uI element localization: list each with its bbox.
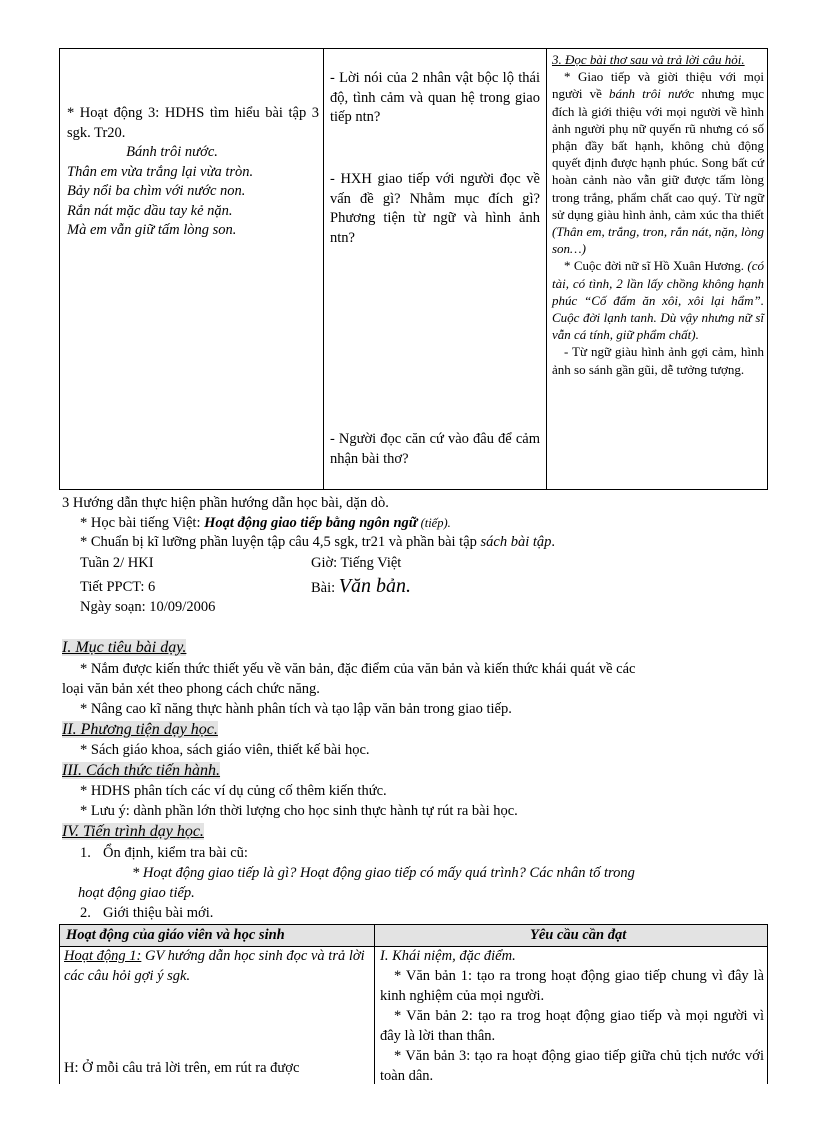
requirements-cell (380, 946, 764, 1086)
activity-1-text: GV hướng dẫn học sinh đọc và trả lời các câu hỏi gợi ý sgk. (64, 948, 365, 984)
poem-line-3: Rắn nát mặc dầu tay kẻ nặn. (67, 202, 233, 219)
review-question: * Hoạt động giao tiếp là gì? Hoạt động giao tiếp có mấy quá trình? Các nhân tố trong (132, 865, 635, 881)
table-divider (374, 925, 375, 1084)
date-info: Ngày soạn: 10/09/2006 (80, 599, 216, 615)
lesson-table (59, 924, 768, 1084)
table-divider (546, 49, 547, 489)
section-4-list-item-2: Giới thiệu bài mới. (103, 905, 214, 921)
answer-paragraph-1 (552, 68, 764, 257)
question-2: - HXH giao tiếp với người đọc về vấn đề gì? Nhằm mục đích gì? Phương tiện từ ngữ và hình ảnh ntn? (330, 171, 540, 246)
answer-italic: (Thân em, trắng, tron, rắn nát, nặn, lòng son…) (552, 224, 764, 257)
lesson-info (311, 574, 411, 600)
answer-cell (552, 51, 764, 378)
answer-text: nhưng mục đích là giới thiệu với mọi người về hình ảnh người phụ nữ quyến rũ nhưng có số phận đầy bất hạnh, không chủ động quyết định được hạnh phúc. Song bất cứ hoàn cảnh nào vẫn giữ được tấm lòng trong trắng, phẩm chất cao quý. Từ ngữ sử dụng giàu hình ảnh, cảm xúc tha thiết (552, 86, 764, 222)
section-1-item-1-cont: loại văn bản xét theo phong cách chức năng. (62, 681, 320, 697)
header-requirement: Yêu cầu cần đạt (530, 927, 627, 943)
answer-italic: bánh trôi nước (609, 86, 695, 102)
section-title: III. Cách thức tiến hành. (62, 762, 221, 779)
section-3-item-1: * HDHS phân tích các ví dụ củng cố thêm kiến thức. (80, 783, 387, 799)
header-activity: Hoạt động của giáo viên và học sinh (66, 927, 285, 943)
section-1-item-1: * Nắm được kiến thức thiết yếu về văn bản, đặc điểm của văn bản và kiến thức khái quát về các (80, 661, 636, 677)
guidance-text: (tiếp). (417, 516, 451, 530)
activity-table (59, 48, 768, 490)
section-4-list-num-2: 2. (80, 905, 91, 921)
poem-line-1: Thân em vừa trắng lại vừa tròn. (67, 163, 254, 180)
section-3-heading (62, 761, 220, 780)
guidance-text: . (551, 534, 556, 550)
answer-paragraph-2 (552, 257, 764, 343)
section-2-item-1: * Sách giáo khoa, sách giáo viên, thiết kế bài học. (80, 742, 370, 758)
lesson-label: Bài: (311, 580, 339, 596)
section-4-heading (62, 822, 204, 841)
week-info: Tuần 2/ HKI (80, 555, 154, 571)
guidance-text: * Chuẩn bị kĩ lưỡng phần luyện tập câu 4,5 sgk, tr21 và phần bài tập (80, 534, 481, 550)
activity-3-cell (67, 104, 319, 241)
table-divider (323, 49, 324, 489)
guidance-item-2 (80, 533, 555, 552)
requirement-3: * Văn bản 3: tạo ra hoạt động giao tiếp giữa chủ tịch nước với toàn dân. (380, 1048, 764, 1084)
answer-italic: (có tài, có tình, 2 lần lấy chồng không hạnh phúc “Cố đấm ăn xôi, xôi lại hẩm”. Cuộc đời lạnh tanh. Dù vậy nhưng nữ sĩ vẫn cá tính, giữ phẩm chất). (552, 258, 764, 343)
activity-3-text: * Hoạt động 3: HDHS tìm hiểu bài tập 3 sgk. Tr20. (67, 105, 319, 141)
answer-heading: 3. Đọc bài thơ sau và trả lời câu hỏi. (552, 52, 745, 67)
section-title: II. Phương tiện dạy học. (62, 721, 218, 738)
section-title: I. Mục tiêu bài dạy. (62, 639, 187, 656)
section-1-item-2: * Nâng cao kĩ năng thực hành phân tích và tạo lập văn bản trong giao tiếp. (80, 701, 512, 717)
guidance-item-1 (80, 514, 451, 533)
section-4-list-item-1: Ổn định, kiểm tra bài cũ: (103, 845, 248, 861)
section-3-item-2: * Lưu ý: dành phần lớn thời lượng cho học sinh thực hành tự rút ra bài học. (80, 803, 518, 819)
period-info: Tiết PPCT: 6 (80, 579, 156, 595)
activity-1-cell (64, 946, 370, 986)
requirement-2: * Văn bản 2: tạo ra trog hoạt động giao tiếp và mọi người vì đây là lời than thân. (380, 1008, 764, 1044)
poem-line-4: Mà em vẫn giữ tấm lòng son. (67, 222, 237, 238)
lesson-title: Văn bản. (338, 575, 412, 597)
requirements-title: I. Khái niệm, đặc điểm. (380, 948, 516, 964)
review-question-cont: hoạt động giao tiếp. (78, 885, 195, 901)
guidance-italic: sách bài tập (480, 534, 552, 550)
requirement-1: * Văn bản 1: tạo ra trong hoạt động giao tiếp chung vì đây là kinh nghiệm của mọi người. (380, 968, 764, 1004)
activity-1-question: H: Ở mỗi câu trả lời trên, em rút ra được (64, 1060, 300, 1076)
guidance-heading: 3 Hướng dẫn thực hiện phần hướng dẫn học bài, dặn dò. (62, 495, 389, 511)
poem-line-2: Bảy nổi ba chìm với nước non. (67, 183, 246, 199)
answer-text: * Giao tiếp và giời thiệu với mọi người về (552, 69, 764, 102)
section-2-heading (62, 720, 218, 739)
activity-1-label: Hoạt động 1: (64, 948, 142, 964)
question-3: - Người đọc căn cứ vào đâu để cảm nhận bài thơ? (330, 431, 540, 467)
section-title: IV. Tiến trình dạy học. (62, 823, 204, 840)
section-4-list-num-1: 1. (80, 845, 91, 861)
question-1: - Lời nói của 2 nhân vật bộc lộ thái độ, tình cảm và quan hệ trong giao tiếp ntn? (330, 70, 540, 125)
guidance-lesson: Hoạt động giao tiếp bằng ngôn ngữ (204, 515, 418, 531)
hour-info: Giờ: Tiếng Việt (311, 555, 402, 571)
poem-title: Bánh trôi nước. (126, 144, 218, 160)
guidance-text: * Học bài tiếng Việt: (80, 515, 205, 531)
answer-text: * Cuộc đời nữ sĩ Hồ Xuân Hương. (564, 258, 748, 274)
section-1-heading (62, 638, 186, 657)
answer-paragraph-3: - Từ ngữ giàu hình ảnh gợi cảm, hình ảnh so sánh gần gũi, dễ tưởng tượng. (552, 344, 764, 377)
